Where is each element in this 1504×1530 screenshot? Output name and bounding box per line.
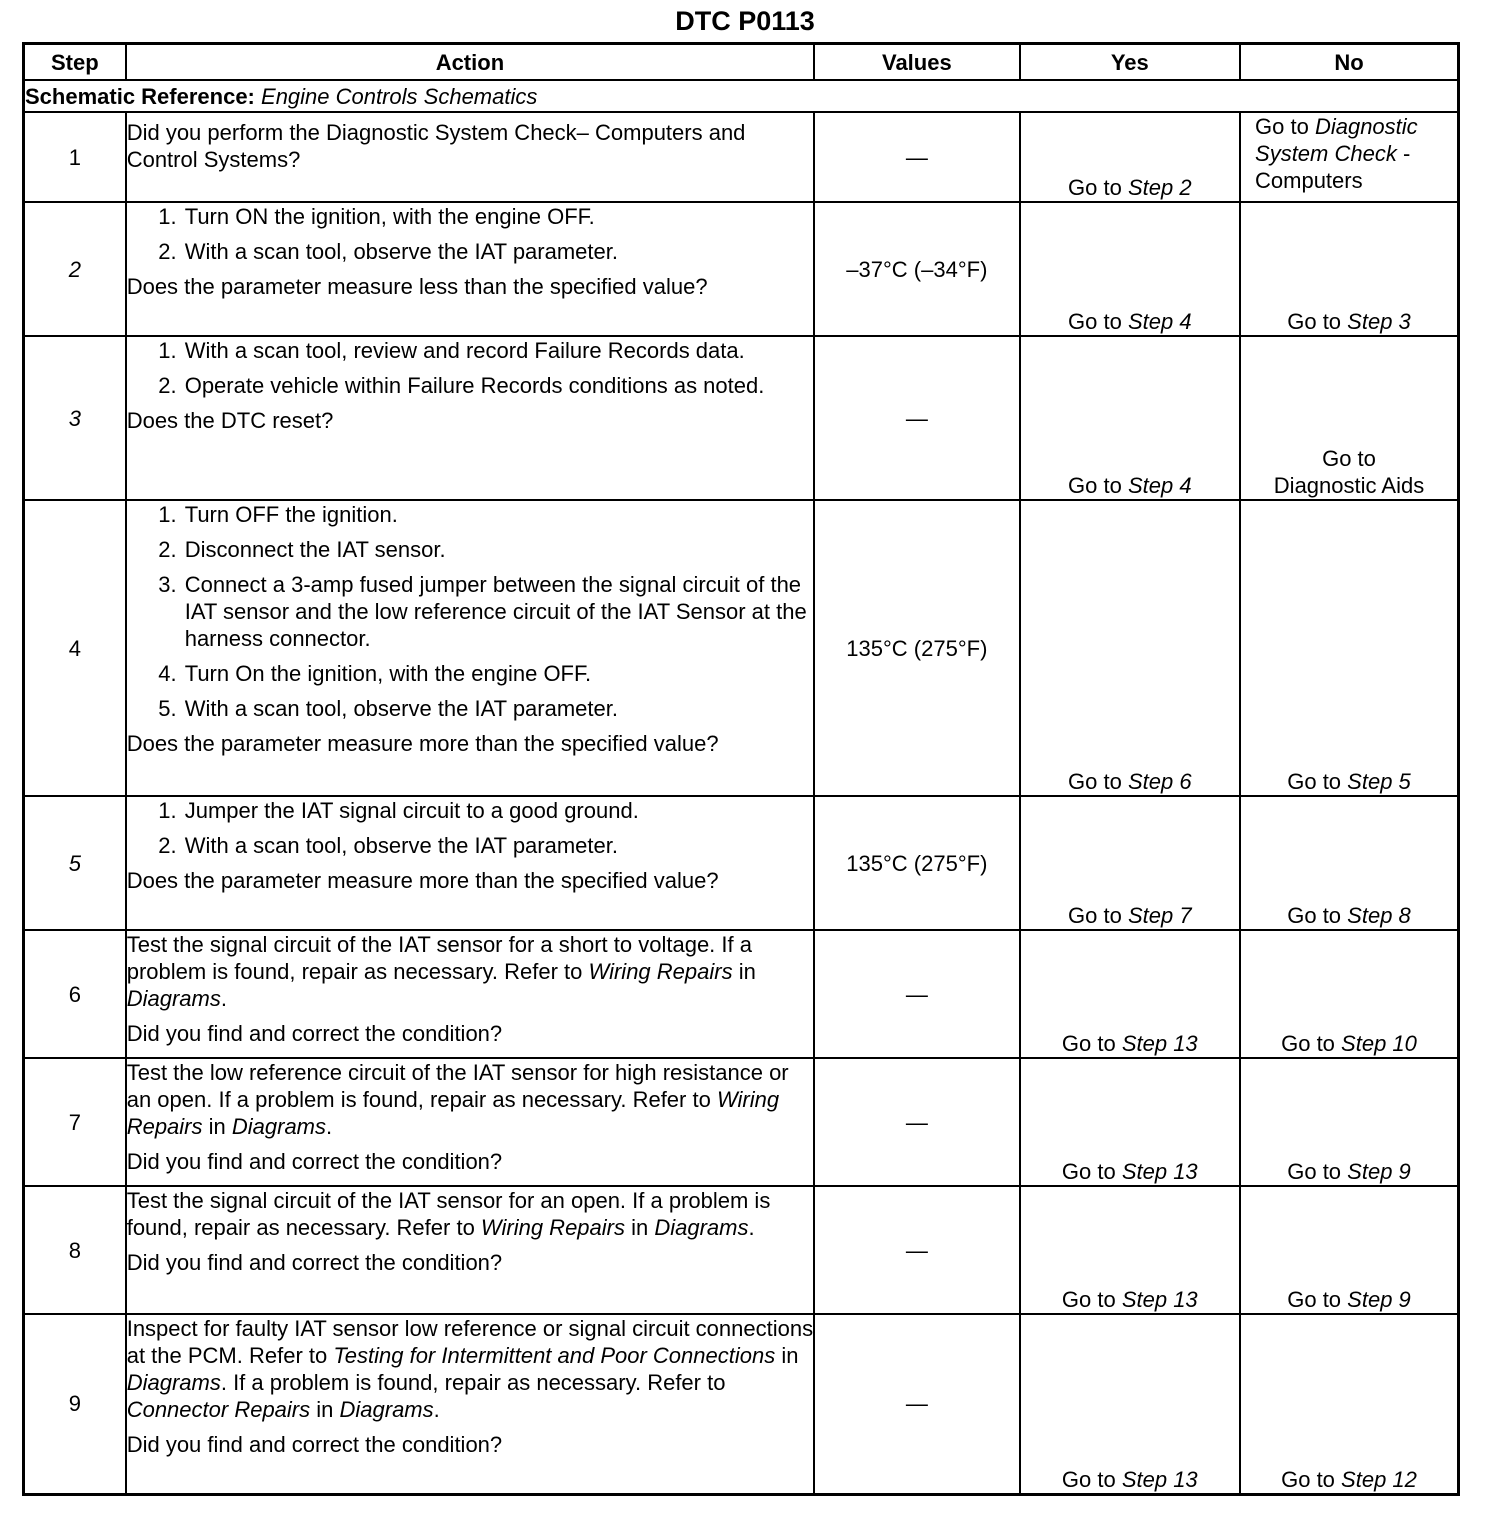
list-item: 5. With a scan tool, observe the IAT parameter. [183,695,813,722]
yes-cell [1020,336,1240,500]
step-link[interactable]: Step 13 [1121,1287,1198,1312]
reference-link[interactable]: Diagrams [654,1215,749,1240]
table-row [24,1058,1459,1186]
action-cell [126,1186,814,1314]
question-text: Did you find and correct the condition? [126,1432,503,1457]
yes-cell [1020,1058,1240,1186]
action-list [127,797,813,859]
table-row [24,500,1459,796]
step-link[interactable]: Step 13 [1121,1159,1198,1184]
list-item: 3. Connect a 3-amp fused jumper between the signal circuit of the IAT sensor and the low reference circuit of the IAT Sensor at the harness connector. [183,571,813,652]
go-to-label: Go to [1287,1159,1342,1184]
no-cell [1240,1314,1458,1494]
step-link[interactable]: Diagnostic Aids [1273,473,1425,498]
separator: - [1402,141,1411,166]
step-link[interactable]: Step 4 [1127,473,1192,498]
reference-link[interactable]: Wiring Repairs [480,1215,625,1240]
list-item: 1. Turn OFF the ignition. [183,501,813,528]
list-item: 2. With a scan tool, observe the IAT parameter. [183,832,813,859]
list-item: 1. Jumper the IAT signal circuit to a good ground. [183,797,813,824]
list-item: 1. Turn ON the ignition, with the engine OFF. [183,203,813,230]
table-row [24,1186,1459,1314]
reference-link[interactable]: Wiring Repairs [126,1087,780,1139]
yes-cell [1020,112,1240,202]
header-no: No [1240,44,1458,81]
go-to-label: Go to [1287,1287,1342,1312]
schematic-reference-row [24,80,1459,112]
yes-cell [1020,930,1240,1058]
go-to-label: Go to [1281,1031,1335,1056]
reference-link[interactable]: Testing for Intermittent and Poor Connections [333,1343,776,1368]
step-link[interactable]: Step 9 [1347,1159,1411,1184]
no-cell [1240,796,1458,930]
table-row [24,112,1459,202]
header-row [24,44,1459,81]
step-link[interactable]: System Check [1255,141,1397,166]
no-cell [1240,1186,1458,1314]
step-link[interactable]: Step 4 [1127,309,1192,334]
go-to-label: Go to [1061,1031,1116,1056]
value-cell: — [814,1058,1019,1186]
schematic-reference-link[interactable]: Engine Controls Schematics [261,83,538,109]
step-link[interactable]: Step 6 [1127,769,1192,794]
no-cell [1240,112,1458,202]
go-to-label: Go to [1068,175,1122,200]
question-text: Did you find and correct the condition? [126,1149,503,1174]
step-number: 9 [24,1314,126,1494]
list-item: 1. With a scan tool, review and record Failure Records data. [183,337,813,364]
reference-link[interactable]: Connector Repairs [126,1397,311,1422]
step-link[interactable]: Step 13 [1121,1466,1198,1492]
go-to-label: Go to [1061,1466,1116,1492]
step-number: 1 [24,112,126,202]
value-cell: 135°C (275°F) [814,500,1019,796]
header-action: Action [126,44,814,81]
schematic-reference-label: Schematic Reference: [25,83,255,109]
yes-cell [1020,1314,1240,1494]
step-link[interactable]: Diagnostic [1314,114,1418,139]
no-cell [1240,202,1458,336]
go-to-label: Go to [1287,903,1342,928]
page-title: DTC P0113 [675,6,815,36]
table-row [24,1314,1459,1494]
go-to-label: Go to [1061,1287,1116,1312]
table-row [24,202,1459,336]
step-link[interactable]: Step 13 [1121,1031,1198,1056]
no-cell [1240,930,1458,1058]
action-text: Inspect for faulty IAT sensor low reference or signal circuit connections at the PCM. Refer to Testing for Intermittent and Poor Connections in Diagrams. If a problem is found, repair as necessary. Refer to Connector Repairs in Diagrams. [126,1316,814,1422]
yes-cell [1020,202,1240,336]
action-cell [126,202,814,336]
step-link[interactable]: Step 10 [1341,1031,1417,1056]
no-cell [1240,500,1458,796]
value-cell: –37°C (–34°F) [814,202,1019,336]
action-text: Test the signal circuit of the IAT sensor for an open. If a problem is found, repair as necessary. Refer to Wiring Repairs in Diagrams. [126,1188,771,1240]
header-step: Step [24,44,126,81]
action-list [127,501,813,722]
action-list [127,203,813,265]
step-number: 8 [24,1186,126,1314]
action-cell [126,112,814,202]
step-link[interactable]: Step 12 [1341,1466,1417,1492]
question-text: Did you find and correct the condition? [126,1250,503,1275]
schematic-reference [24,80,1459,112]
list-item: 2. With a scan tool, observe the IAT parameter. [183,238,813,265]
reference-link[interactable]: Diagrams [339,1397,434,1422]
value-cell: — [814,112,1019,202]
yes-cell [1020,500,1240,796]
reference-link[interactable]: Diagrams [231,1114,327,1139]
value-cell: — [814,1186,1019,1314]
action-list [127,337,813,399]
action-cell [126,500,814,796]
reference-link[interactable]: Wiring Repairs [588,959,733,984]
step-number: 7 [24,1058,126,1186]
step-link[interactable]: Step 3 [1347,309,1411,334]
step-link[interactable]: Step 9 [1347,1287,1411,1312]
reference-link[interactable]: Diagrams [126,986,221,1011]
table-row [24,336,1459,500]
go-to-label: Go to [1281,1466,1335,1492]
step-link[interactable]: Step 5 [1347,769,1411,794]
go-to-label: Go to [1255,114,1309,139]
no-cell [1240,336,1458,500]
value-cell: — [814,930,1019,1058]
step-number: 3 [24,336,126,500]
diagnostic-table [22,42,1460,1496]
no-cell-text: Computers [1255,168,1363,193]
reference-link[interactable]: Diagrams [126,1370,221,1395]
no-cell [1240,1058,1458,1186]
question-text: Does the DTC reset? [126,408,334,433]
step-number: 5 [24,796,126,930]
question-text: Does the parameter measure more than the specified value? [126,868,719,893]
action-text: Test the low reference circuit of the IAT sensor for high resistance or an open. If a problem is found, repair as necessary. Refer to Wiring Repairs in Diagrams. [126,1060,789,1139]
value-cell: 135°C (275°F) [814,796,1019,930]
list-item: 4. Turn On the ignition, with the engine OFF. [183,660,813,687]
go-to-label: Go to [1322,446,1376,471]
action-cell [126,1314,814,1494]
go-to-label: Go to [1068,309,1122,334]
question-text: Did you find and correct the condition? [126,1021,503,1046]
go-to-label: Go to [1068,769,1122,794]
value-cell: — [814,1314,1019,1494]
header-yes: Yes [1020,44,1240,81]
step-number: 6 [24,930,126,1058]
action-cell [126,930,814,1058]
go-to-label: Go to [1061,1159,1116,1184]
table-row [24,930,1459,1058]
yes-cell [1020,1186,1240,1314]
header-values: Values [814,44,1019,81]
action-text: Did you perform the Diagnostic System Check– Computers and Control Systems? [126,120,746,172]
go-to-label: Go to [1068,903,1122,928]
go-to-label: Go to [1287,309,1342,334]
step-number: 4 [24,500,126,796]
action-text: Test the signal circuit of the IAT sensor for a short to voltage. If a problem is found, repair as necessary. Refer to Wiring Repairs in Diagrams. [126,932,756,1011]
step-number: 2 [24,202,126,336]
action-cell [126,336,814,500]
step-link[interactable]: Step 7 [1127,903,1192,928]
go-to-label: Go to [1287,769,1342,794]
value-cell: — [814,336,1019,500]
action-cell [126,1058,814,1186]
question-text: Does the parameter measure less than the specified value? [126,274,708,299]
go-to-label: Go to [1068,473,1122,498]
yes-cell [1020,796,1240,930]
list-item: 2. Disconnect the IAT sensor. [183,536,813,563]
list-item: 2. Operate vehicle within Failure Records conditions as noted. [183,372,813,399]
step-link[interactable]: Step 8 [1347,903,1411,928]
question-text: Does the parameter measure more than the specified value? [126,731,719,756]
action-cell [126,796,814,930]
table-row [24,796,1459,930]
step-link[interactable]: Step 2 [1127,175,1192,200]
